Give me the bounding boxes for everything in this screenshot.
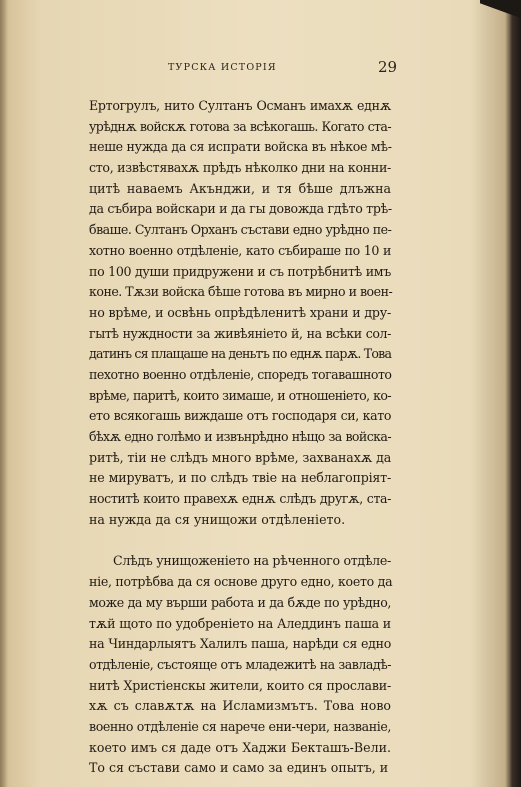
text-line: да събира войскари и да гы довожда гдѣто трѣ- <box>89 201 392 217</box>
paragraph-gap <box>89 530 391 551</box>
text-line: ніе, потрѣбва да ся основе друго едно, което да <box>89 574 393 590</box>
paragraph-1 <box>89 96 391 530</box>
text-line: може да му върши работа и да бѫде по урѣдно, <box>89 594 391 610</box>
text-line: нитѣ Христіенскы жители, които ся прослави- <box>89 677 391 693</box>
text-line: ноститѣ които правехѫ еднѫ слѣдъ другѫ, ста- <box>89 491 391 507</box>
text-line: бѣхѫ едно голѣмо и извънрѣдно нѣщо за войска- <box>89 429 391 444</box>
text-line: отдѣленіе, състояще отъ младежитѣ на завладѣ- <box>89 656 391 672</box>
page-number: 29 <box>378 58 398 76</box>
text-line: врѣме, паритѣ, които зимаше, и отношеніето, ко- <box>89 387 391 403</box>
text-line: неше нужда да ся испрати войска въ нѣкое мѣ- <box>89 139 392 155</box>
text-line: на нужда да ся унищожи отдѣленіето. <box>89 511 346 527</box>
text-line: гытѣ нуждности за живѣяніето й, на всѣки сол- <box>89 325 391 341</box>
text-line: хотно военно отдѣленіе, като събираше по 10 и <box>89 242 391 258</box>
text-line: То ся състави само и само за единъ опытъ, и <box>89 760 389 776</box>
page-fold-shade <box>470 0 510 787</box>
text-line: по 100 души придружени и съ потрѣбнитѣ имъ <box>89 263 391 279</box>
text-line: Ертогрулъ, нито Султанъ Османъ имахѫ еднѫ <box>89 98 391 113</box>
text-line: на Чиндарлыятъ Халилъ паша, нарѣди ся едно <box>89 636 391 652</box>
text-line: но врѣме, и освѣнь опрѣдѣленитѣ храни и дру- <box>89 304 391 320</box>
text-line: урѣднѫ войскѫ готова за всѣкогашь. Когато ста- <box>89 118 391 134</box>
body-text <box>89 96 391 779</box>
text-line: цитѣ наваемъ Акънджи, и тя бѣше длъжна <box>89 180 391 196</box>
page-corner <box>480 0 521 30</box>
paragraph-2 <box>89 551 391 779</box>
spine-shadow <box>0 0 8 787</box>
text-line: сто, извѣстявахѫ прѣдъ нѣколко дни на конни- <box>89 160 391 176</box>
running-head <box>0 58 521 78</box>
text-line: пехотно военно отдѣленіе, споредъ тогавашното <box>89 366 392 382</box>
text-line: датинъ ся плащаше на деньтъ по еднѫ парѫ. Това <box>89 346 392 362</box>
text-line: което имъ ся даде отъ Хаджи Бекташъ-Вели. <box>89 739 391 755</box>
text-line: ето всякогашь виждаше отъ господаря си, като <box>89 408 391 424</box>
text-line: Слѣдъ унищоженіето на рѣченного отдѣле- <box>113 553 391 569</box>
text-line: хѫ съ славѫтѫ на Исламизмътъ. Това ново <box>89 698 391 714</box>
header-title: ТУРСКА ИСТОРІЯ <box>168 62 277 73</box>
text-line: ритѣ, тіи не слѣдъ много врѣме, захванахѫ да <box>89 449 392 465</box>
text-line: не мируватъ, и по слѣдъ твіе на неблагопріят- <box>89 470 391 486</box>
text-line: коне. Тѫзи войска бѣше готова въ мирно и воен- <box>89 284 393 300</box>
text-line: тѫй щото по удобреніето на Аледдинъ паша и <box>89 615 391 631</box>
text-line: бваше. Султанъ Орханъ състави едно урѣдно пе- <box>89 222 392 238</box>
text-line: военно отдѣленіе ся нарече ени-чери, названіе, <box>89 718 391 734</box>
